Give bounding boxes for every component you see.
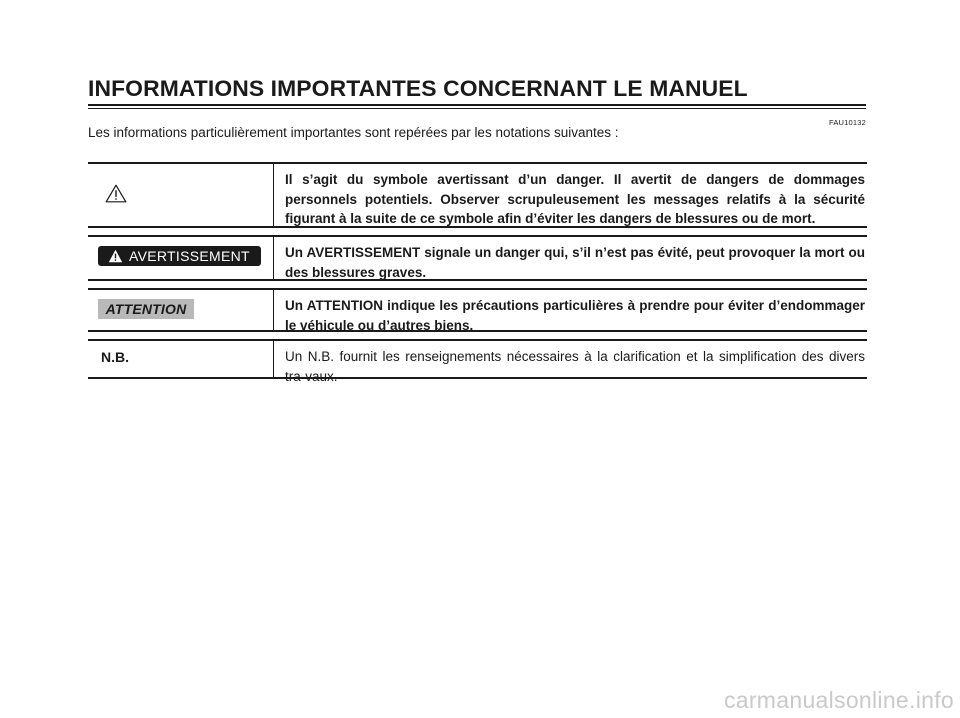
caution-description: Un ATTENTION indique les précautions particulières à prendre pour éviter d’endommager le véhicule ou d’autres biens.: [285, 298, 865, 333]
notice-label-cell: [88, 341, 274, 377]
title-rule-thin: [88, 108, 866, 109]
notice-row-note: [88, 339, 867, 384]
warning-description: Un AVERTISSEMENT signale un danger qui, s’il n’est pas évité, peut provoquer la mort ou des blessures graves.: [285, 245, 865, 280]
intro-text: Les informations particulièrement importantes sont repérées par les notations suivantes :: [88, 125, 619, 140]
notice-label-cell: [88, 290, 274, 330]
notice-label-cell: [88, 164, 274, 226]
warning-triangle-icon: [108, 249, 123, 263]
notice-row-safety-symbol: [88, 162, 867, 228]
caution-badge: ATTENTION: [98, 299, 194, 319]
watermark: carmanualsonline.info: [723, 687, 954, 713]
page-title: INFORMATIONS IMPORTANTES CONCERNANT LE MANUEL: [88, 76, 748, 101]
note-description: Un N.B. fournit les renseignements nécessaires à la clarification et la simplification des divers tra-vaux.: [285, 349, 865, 384]
notice-row-warning: [88, 235, 867, 281]
document-code: FAU10132: [828, 118, 866, 127]
notice-label-cell: [88, 237, 274, 279]
note-label: N.B.: [101, 349, 129, 365]
title-rule: [88, 104, 866, 106]
warning-badge-label: AVERTISSEMENT: [129, 248, 250, 264]
safety-symbol-description: Il s’agit du symbole avertissant d’un danger. Il avertit de dangers de dommages personnels potentiels. Observer scrupuleusement les messages relatifs à la sécurité figurant à la suite de ce symbole afin d’éviter les dangers de blessures ou de mort.: [285, 172, 865, 226]
warning-badge: [98, 246, 261, 266]
warning-triangle-icon: [105, 184, 127, 203]
notice-row-caution: [88, 288, 867, 332]
